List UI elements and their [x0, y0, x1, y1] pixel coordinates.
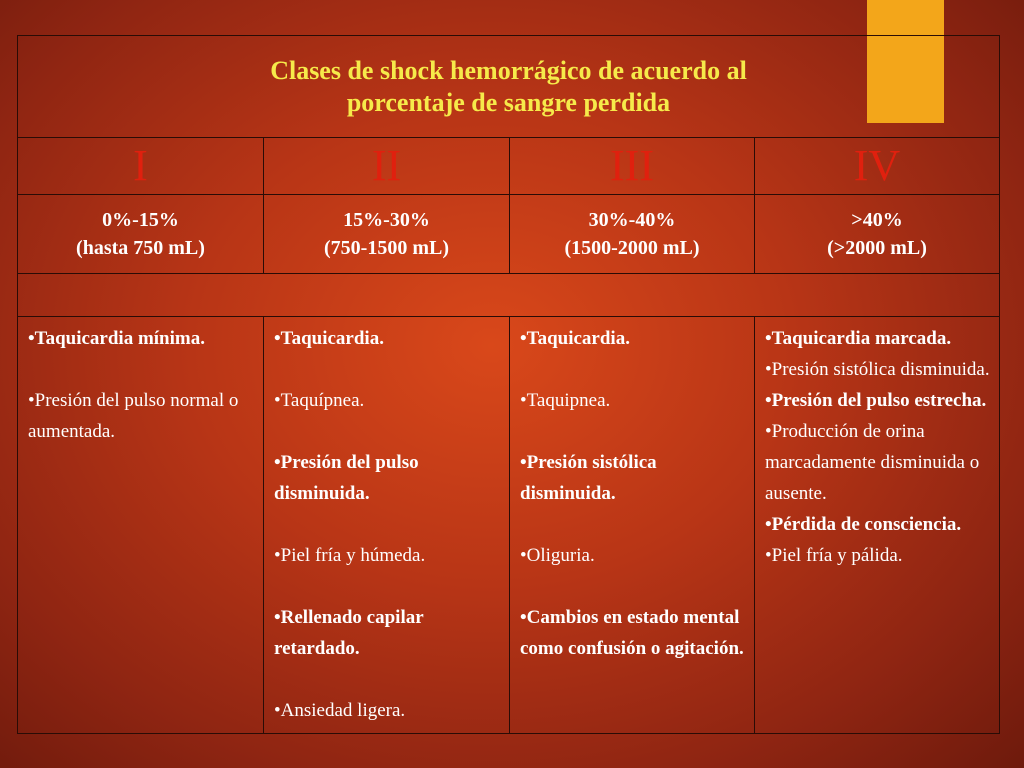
range-cell-4 [755, 195, 1000, 274]
symptom-item: •Presión del pulso estrecha. [765, 390, 987, 411]
symptoms-cell-3 [510, 317, 755, 734]
symptom-item: •Piel fría y pálida. [765, 545, 903, 566]
symptom-item: •Rellenado capilar retardado. [274, 607, 424, 659]
symptom-item: •Presión del pulso normal o aumentada. [28, 390, 239, 442]
symptom-item: •Taquicardia. [520, 328, 630, 349]
symptom-item: •Presión sistólica disminuida. [520, 452, 657, 504]
range-volume: (hasta 750 mL) [76, 237, 205, 259]
symptom-item: •Piel fría y húmeda. [274, 545, 426, 566]
title-line-1: Clases de shock hemorrágico de acuerdo al [270, 55, 747, 85]
range-volume: (750-1500 mL) [324, 237, 449, 259]
spacer-cell [18, 274, 1000, 317]
symptom-item: •Taquicardia mínima. [28, 328, 205, 349]
class-row [18, 138, 1000, 195]
range-cell-2 [264, 195, 510, 274]
symptom-item: •Taquicardia marcada. [765, 328, 952, 349]
range-row [18, 195, 1000, 274]
range-cell-3 [510, 195, 755, 274]
title-row [18, 36, 1000, 138]
symptom-item: •Ansiedad ligera. [274, 700, 406, 721]
symptom-item: •Presión sistólica disminuida. [765, 359, 990, 380]
symptom-item: •Oliguria. [520, 545, 595, 566]
title-line-2: porcentaje de sangre perdida [346, 87, 671, 117]
class-header-2: II [264, 138, 510, 195]
range-cell-1 [18, 195, 264, 274]
class-header-4: IV [755, 138, 1000, 195]
symptom-item: •Taquípnea. [274, 390, 365, 411]
symptoms-cell-1 [18, 317, 264, 734]
class-header-1: I [18, 138, 264, 195]
spacer-row [18, 274, 1000, 317]
symptoms-cell-4 [755, 317, 1000, 734]
range-volume: (1500-2000 mL) [564, 237, 700, 259]
symptom-item: •Presión del pulso disminuida. [274, 452, 419, 504]
symptom-item: •Producción de orina marcadamente disminuida o ausente. [765, 421, 980, 504]
symptom-item: •Taquicardia. [274, 328, 384, 349]
range-percent: 30%-40% [588, 209, 676, 231]
range-percent: >40% [851, 209, 903, 231]
range-volume: (>2000 mL) [827, 237, 927, 259]
symptom-item: •Taquipnea. [520, 390, 611, 411]
shock-classes-table [17, 35, 1000, 734]
symptoms-row [18, 317, 1000, 734]
symptom-item: •Pérdida de consciencia. [765, 514, 962, 535]
range-percent: 0%-15% [102, 209, 179, 231]
table-title [18, 36, 1000, 138]
range-percent: 15%-30% [343, 209, 430, 231]
symptom-item: •Cambios en estado mental como confusión o agitación. [520, 607, 744, 659]
class-header-3: III [510, 138, 755, 195]
symptoms-cell-2 [264, 317, 510, 734]
